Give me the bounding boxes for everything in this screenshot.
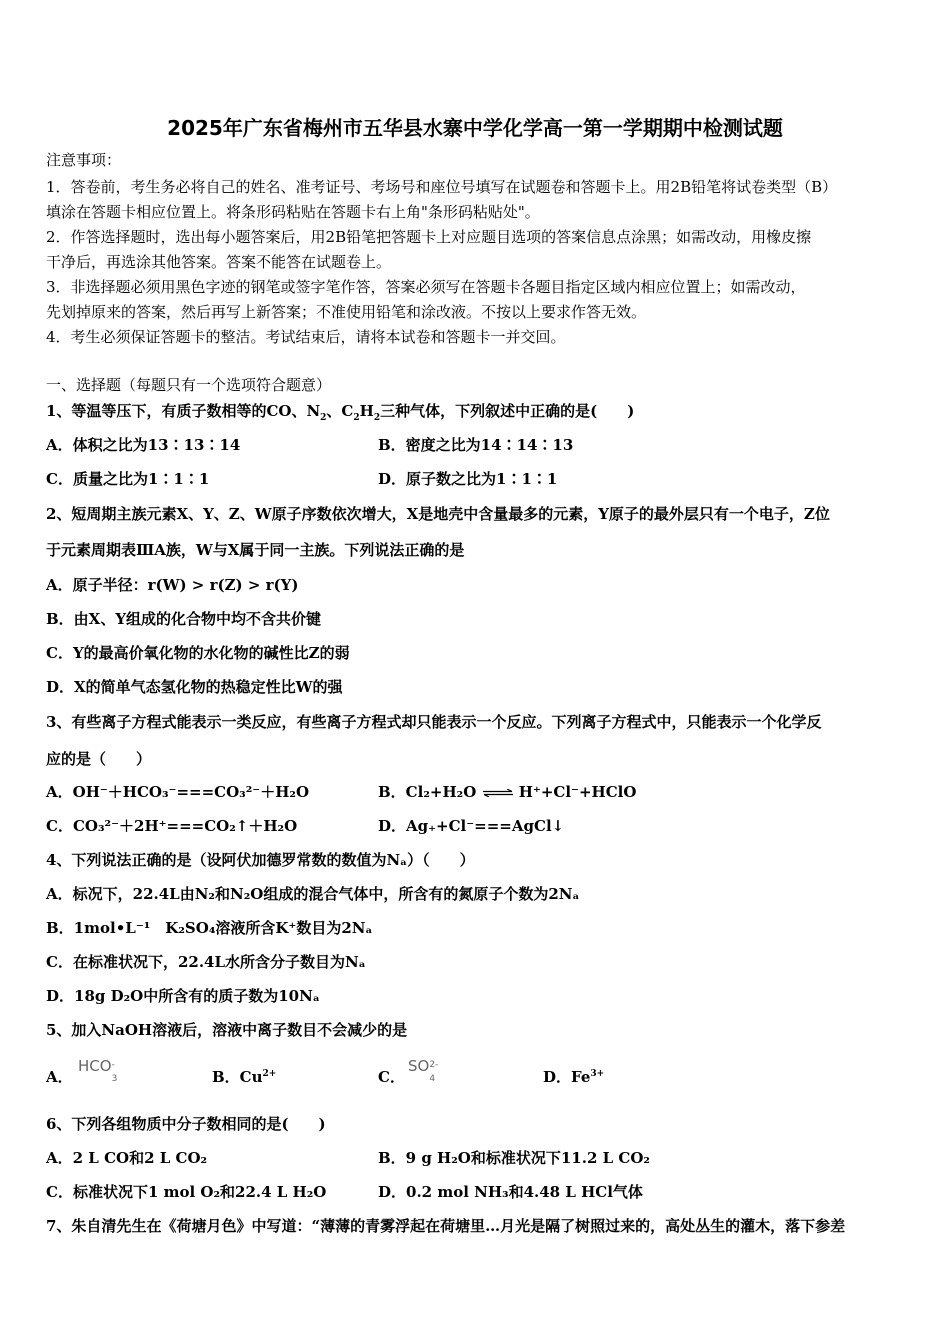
question-5-option-d: D．$Fe^{3+}$ — [543, 1068, 605, 1086]
notice-line-1: 1．答卷前，考生务必将自己的姓名、准考证号、考场号和座位号填写在试题卷和答题卡上。用2B铅笔将试卷类型（B） — [46, 178, 838, 196]
question-6-option-a: A．2 L CO和2 L CO₂ — [46, 1149, 208, 1167]
question-4-option-b: B．1mol•L⁻¹ K₂SO₄溶液所含K⁺数目为2Nₐ — [46, 919, 373, 937]
question-2-option-a: A．原子半径：r(W) > r(Z) > r(Y) — [46, 576, 299, 594]
question-5-option-a-label: A． — [46, 1068, 73, 1086]
question-7-stem-line-1: 7、朱自清先生在《荷塘月色》中写道：“薄薄的青雾浮起在荷塘里…月光是隔了树照过来的，高处丛生的灌木，落下参差 — [46, 1217, 846, 1235]
question-4-option-a: A．标况下，22.4L由N₂和N₂O组成的混合气体中，所含有的氮原子个数为2Nₐ — [46, 885, 580, 903]
notice-line-6: 先划掉原来的答案，然后再写上新答案；不准使用铅笔和涂改液。不按以上要求作答无效。 — [46, 303, 647, 321]
question-3-option-a: A．OH⁻＋HCO₃⁻===CO₃²⁻＋H₂O — [46, 783, 310, 801]
question-6-stem: 6、下列各组物质中分子数相同的是( ) — [46, 1115, 326, 1133]
notice-line-5: 3．非选择题必须用黑色字迹的钢笔或签字笔作答，答案必须写在答题卡各题目指定区域内相应位置上；如需改动， — [46, 278, 806, 296]
question-2-option-d: D．X的简单气态氢化物的热稳定性比W的强 — [46, 678, 343, 696]
question-5-option-c-label: C． — [378, 1068, 405, 1086]
notice-line-3: 2．作答选择题时，选出每小题答案后，用2B铅笔把答题卡上对应题目选项的答案信息点涂黑；如需改动，用橡皮擦 — [46, 228, 812, 246]
question-4-option-d: D．18g D₂O中所含有的质子数为10Nₐ — [46, 987, 320, 1005]
question-2-stem-line-2: 于元素周期表ⅢA族，W与X属于同一主族。下列说法正确的是 — [46, 541, 465, 559]
question-5-option-b: B．$Cu^{2+}$ — [212, 1068, 277, 1086]
notice-line-7: 4．考生必须保证答题卡的整洁。考试结束后，请将本试卷和答题卡一并交回。 — [46, 328, 566, 346]
question-2-stem-line-1: 2、短周期主族元素X、Y、Z、W原子序数依次增大，X是地壳中含量最多的元素，Y原子的最外层只有一个电子，Z位 — [46, 505, 830, 523]
question-3-option-c: C．CO₃²⁻＋2H⁺===CO₂↑＋H₂O — [46, 817, 298, 835]
question-1-stem: 1、等温等压下，有质子数相等的CO、$N_2$、$C_2H_2$三种气体，下列叙述中正确的是( ) — [46, 402, 635, 423]
question-6-option-d: D．0.2 mol NH₃和4.48 L HCl气体 — [378, 1183, 643, 1201]
question-2-option-c: C．Y的最高价氧化物的水化物的碱性比Z的弱 — [46, 644, 350, 662]
question-4-stem: 4、下列说法正确的是（设阿伏加德罗常数的数值为Nₐ）（ ） — [46, 851, 475, 869]
question-3-option-b: B．Cl₂+H₂O H⁺+Cl⁻+HClO — [378, 783, 637, 801]
notice-line-2: 填涂在答题卡相应位置上。将条形码粘贴在答题卡右上角"条形码粘贴处"。 — [46, 203, 540, 221]
question-1-option-a: A．体积之比为13∶13∶14 — [46, 436, 241, 454]
question-1-option-b: B．密度之比为14∶14∶13 — [378, 436, 574, 454]
notice-line-4: 干净后，再选涂其他答案。答案不能答在试题卷上。 — [46, 253, 392, 271]
question-4-option-c: C．在标准状况下，22.4L水所含分子数目为Nₐ — [46, 953, 366, 971]
question-6-option-c: C．标准状况下1 mol O₂和22.4 L H₂O — [46, 1183, 327, 1201]
question-1-option-c: C．质量之比为1∶1∶1 — [46, 470, 210, 488]
section-heading: 一、选择题（每题只有一个选项符合题意） — [46, 376, 332, 394]
question-2-option-b: B．由X、Y组成的化合物中均不含共价键 — [46, 610, 322, 628]
question-5-option-a-ion: HCO - 3 — [78, 1057, 118, 1084]
question-5-option-c-ion: SO 2- 4 — [408, 1057, 439, 1084]
question-3-stem-line-1: 3、有些离子方程式能表示一类反应，有些离子方程式却只能表示一个反应。下列离子方程式中，只能表示一个化学反 — [46, 713, 822, 731]
notice-heading: 注意事项： — [46, 151, 122, 169]
question-5-stem: 5、加入NaOH溶液后，溶液中离子数目不会减少的是 — [46, 1021, 408, 1039]
equilibrium-arrow-icon — [482, 789, 514, 797]
question-3-stem-line-2: 应的是（ ） — [46, 750, 152, 768]
exam-title: 2025年广东省梅州市五华县水寨中学化学高一第一学期期中检测试题 — [167, 116, 783, 140]
question-3-option-d: D．Ag₊+Cl⁻===AgCl↓ — [378, 817, 565, 835]
question-1-option-d: D．原子数之比为1∶1∶1 — [378, 470, 558, 488]
question-6-option-b: B．9 g H₂O和标准状况下11.2 L CO₂ — [378, 1149, 650, 1167]
